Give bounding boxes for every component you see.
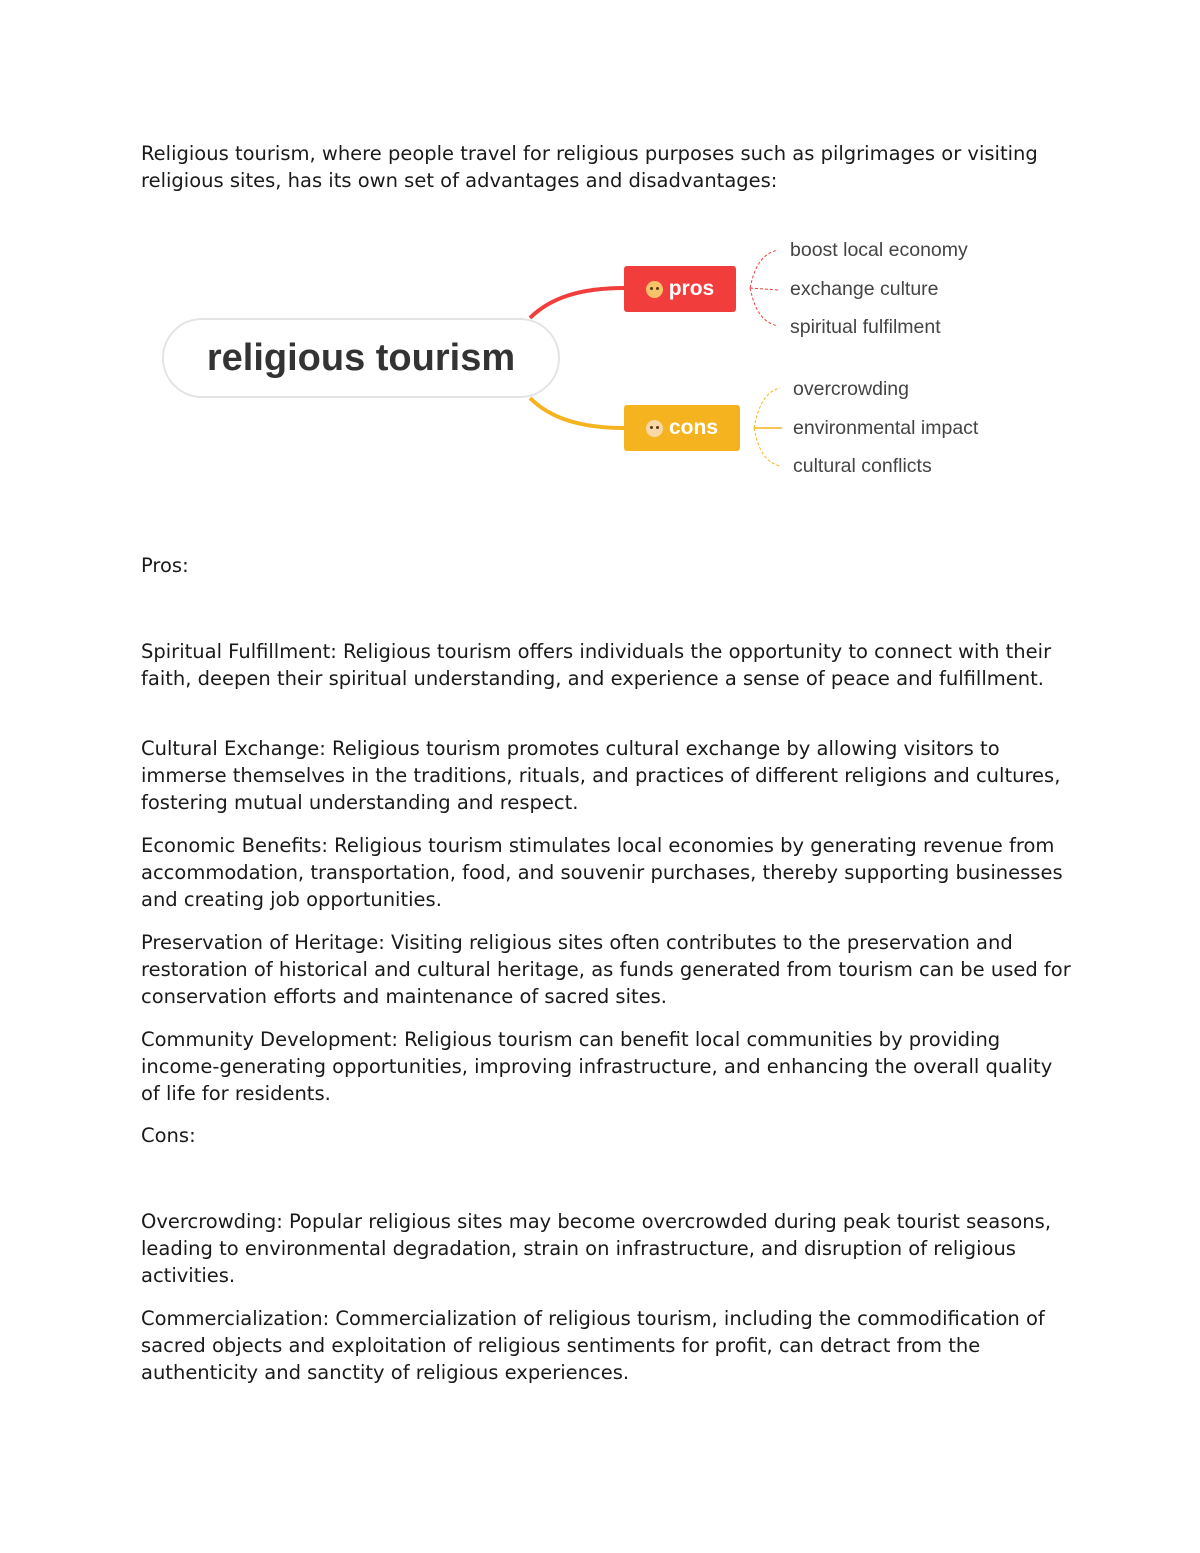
intro-paragraph: Religious tourism, where people travel for religious purposes such as pilgrimages or visiting religious sites, has its own set of advantages and disadvantages: [141,142,1038,192]
mind-map [150,230,1030,500]
connector-cons-leaf-3 [754,428,780,466]
cons-leaf: environmental impact [793,417,979,439]
connector-pros-leaf-1 [750,250,778,288]
cons-branch-label: cons [668,416,718,439]
smiling-face-icon [646,281,663,298]
pros-leaf: exchange culture [790,278,939,300]
connector-pros-leaf-3 [750,288,778,326]
cons-branch-node [624,405,740,451]
pros-leaf: spiritual fulfilment [790,316,941,338]
pros-leaf: boost local economy [790,239,968,261]
connector-root-cons [530,398,624,428]
connector-pros-leaf-2 [750,288,778,290]
cons-leaf: overcrowding [793,378,909,400]
pros-paragraph: Economic Benefits: Religious tourism stimulates local economies by generating revenue from accommodation, transportation, food, and souvenir purchases, thereby supporting businesses and creating job opportunities. [141,834,1063,911]
connector-cons-leaf-1 [754,388,780,428]
pros-paragraph: Cultural Exchange: Religious tourism promotes cultural exchange by allowing visitors to immerse themselves in the traditions, rituals, and practices of different religions and cultures, fostering mutual understanding and respect. [141,737,1061,814]
cons-heading: Cons: [141,1124,196,1147]
root-node: religious tourism [162,318,560,398]
pros-heading: Pros: [141,554,189,577]
frowning-face-icon [646,420,663,437]
cons-paragraph: Commercialization: Commercialization of religious tourism, including the commodification of sacred objects and exploitation of religious sentiments for profit, can detract from the authenticity and sanctity of religious experiences. [141,1307,1045,1384]
cons-leaf: cultural conflicts [793,455,932,477]
connector-root-pros [530,288,624,318]
pros-paragraph: Preservation of Heritage: Visiting religious sites often contributes to the preservation and restoration of historical and cultural heritage, as funds generated from tourism can be used for conservation efforts and maintenance of sacred sites. [141,931,1071,1008]
pros-branch-node [624,266,736,312]
pros-paragraph: Spiritual Fulfillment: Religious tourism offers individuals the opportunity to connect with their faith, deepen their spiritual understanding, and experience a sense of peace and fulfillment. [141,640,1052,690]
cons-paragraph: Overcrowding: Popular religious sites may become overcrowded during peak tourist seasons, leading to environmental degradation, strain on infrastructure, and disruption of religious activities. [141,1210,1052,1287]
pros-paragraph: Community Development: Religious tourism can benefit local communities by providing income-generating opportunities, improving infrastructure, and enhancing the overall quality of life for residents. [141,1028,1053,1105]
pros-branch-label: pros [668,277,715,300]
